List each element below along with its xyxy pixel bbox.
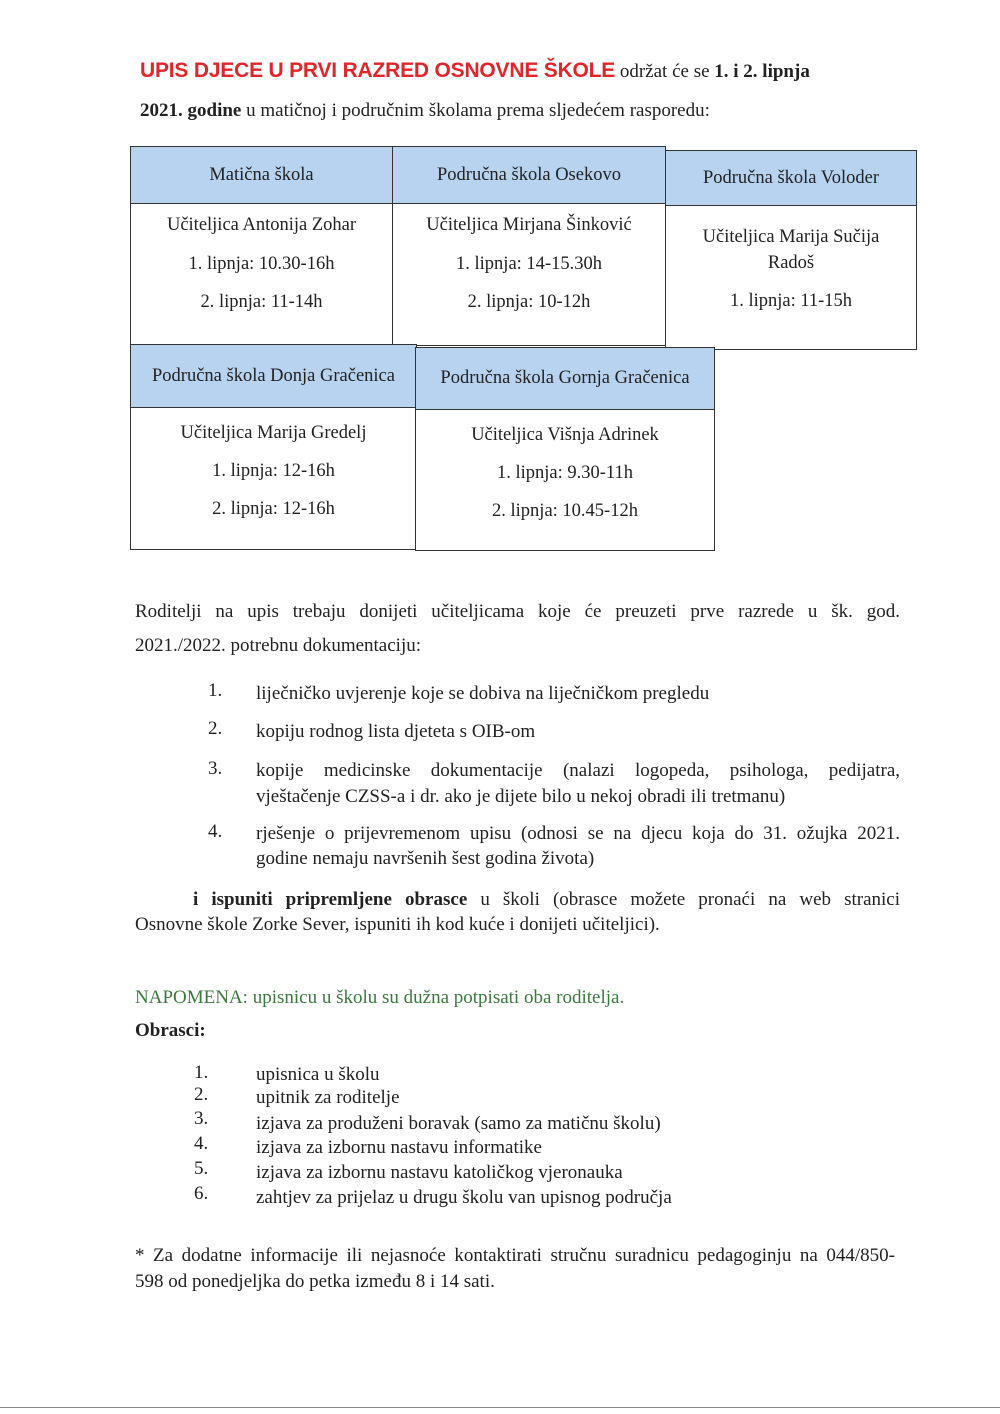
schedule-body	[416, 425, 714, 521]
list-number: 2.	[194, 1084, 209, 1105]
list-number: 3.	[208, 758, 223, 779]
enrollment-title: UPIS DJECE U PRVI RAZRED OSNOVNE ŠKOLE	[140, 59, 616, 82]
forms-paragraph-line-1	[193, 887, 900, 913]
school-header: Područna škola Donja Gračenica	[131, 345, 416, 408]
footnote-line-1: * Za dodatne informacije ili nejasnoće kontaktirati stručnu suradnicu pedagoginju na 044/850-	[135, 1245, 895, 1266]
forms-text: u školi (obrasce možete pronaći na web stranici	[467, 889, 900, 910]
schedule-body	[131, 215, 392, 312]
list-number: 1.	[194, 1062, 209, 1083]
school-header: Područna škola Gornja Gračenica	[416, 348, 714, 410]
list-number: 4.	[208, 821, 223, 842]
list-number: 6.	[194, 1183, 209, 1204]
intro-year: 2021. godine	[140, 100, 242, 121]
list-item: izjava za produženi boravak (samo za matičnu školu)	[256, 1113, 661, 1134]
list-number: 1.	[208, 680, 223, 701]
teacher-name: Učiteljica Antonija Zohar	[166, 215, 357, 235]
schedule-time: 2. lipnja: 10.45-12h	[492, 501, 638, 521]
forms-paragraph-line-2: Osnovne škole Zorke Sever, ispuniti ih kod kuće i donijeti učiteljici).	[135, 914, 660, 935]
schedule-time: 1. lipnja: 11-15h	[729, 291, 853, 311]
list-item: rješenje o prijevremenom upisu (odnosi se na djecu koja do 31. ožujka 2021.	[256, 823, 900, 844]
forms-title: Obrasci:	[135, 1020, 206, 1041]
schedule-body	[131, 423, 416, 519]
teacher-name: Učiteljica Višnja Adrinek	[471, 425, 659, 445]
list-item: izjava za izbornu nastavu katoličkog vjeronauka	[256, 1162, 623, 1183]
list-item: zahtjev za prijelaz u drugu školu van upisnog područja	[256, 1187, 672, 1208]
intro-line-2	[140, 96, 920, 126]
schedule-time: 1. lipnja: 12-16h	[212, 461, 335, 481]
schedule-cell-donja-gracenica	[130, 344, 417, 550]
footnote-line-2: 598 od ponedjeljka do petka između 8 i 14 sati.	[135, 1271, 495, 1292]
schedule-time: 2. lipnja: 10-12h	[467, 292, 591, 312]
schedule-cell-maticna	[130, 146, 393, 346]
list-item-cont: godine nemaju navršenih šest godina života)	[256, 848, 595, 869]
bottom-divider	[0, 1407, 1000, 1408]
note: NAPOMENA: upisnicu u školu su dužna potpisati oba roditelja.	[135, 987, 625, 1008]
schedule-time: 1. lipnja: 14-15.30h	[456, 254, 602, 274]
teacher-name: Učiteljica Marija Sučija	[702, 227, 880, 247]
parents-paragraph-line-2: 2021./2022. potrebnu dokumentaciju:	[135, 635, 422, 656]
footnote	[135, 1243, 895, 1295]
intro-text-2: u matičnoj i područnim školama prema sljedećem rasporedu:	[241, 100, 710, 121]
intro-text-1: održat će se	[615, 61, 715, 82]
list-item: kopiju rodnog lista djeteta s OIB-om	[256, 721, 536, 742]
teacher-name: Učiteljica Marija Gredelj	[180, 423, 367, 443]
forms-bold: i ispuniti pripremljene obrasce	[193, 889, 468, 910]
list-item: liječničko uvjerenje koje se dobiva na liječničkom pregledu	[256, 683, 710, 704]
school-header: Područna škola Osekovo	[393, 147, 665, 204]
list-item: kopije medicinske dokumentacije (nalazi logopeda, psihologa, pedijatra,	[256, 760, 900, 781]
schedule-time: 2. lipnja: 11-14h	[200, 292, 323, 312]
schedule-time: 1. lipnja: 10.30-16h	[188, 254, 335, 274]
teacher-name-cont: Radoš	[767, 253, 815, 273]
schedule-time: 2. lipnja: 12-16h	[212, 499, 335, 519]
list-item-cont: vještačenje CZSS-a i dr. ako je dijete bilo u nekoj obradi ili tretmanu)	[256, 786, 786, 807]
list-item: upitnik za roditelje	[256, 1087, 400, 1108]
schedule-cell-gornja-gracenica	[415, 347, 715, 551]
schedule-body	[393, 215, 665, 312]
intro-line-1	[140, 56, 920, 87]
schedule-body	[666, 227, 916, 311]
list-number: 5.	[194, 1158, 209, 1179]
schedule-cell-osekovo	[392, 146, 666, 346]
teacher-name: Učiteljica Mirjana Šinković	[426, 215, 632, 235]
parents-paragraph-line-1: Roditelji na upis trebaju donijeti učiteljicama koje će preuzeti prve razrede u šk. god.	[135, 601, 900, 622]
list-number: 2.	[208, 718, 223, 739]
list-item: upisnica u školu	[256, 1064, 380, 1085]
list-number: 3.	[194, 1108, 209, 1129]
list-item: izjava za izbornu nastavu informatike	[256, 1137, 542, 1158]
intro-dates: 1. i 2. lipnja	[714, 61, 810, 82]
list-number: 4.	[194, 1133, 209, 1154]
school-header: Područna škola Voloder	[666, 151, 916, 206]
schedule-time: 1. lipnja: 9.30-11h	[497, 463, 633, 483]
schedule-cell-voloder	[665, 150, 917, 350]
school-header: Matična škola	[131, 147, 392, 204]
